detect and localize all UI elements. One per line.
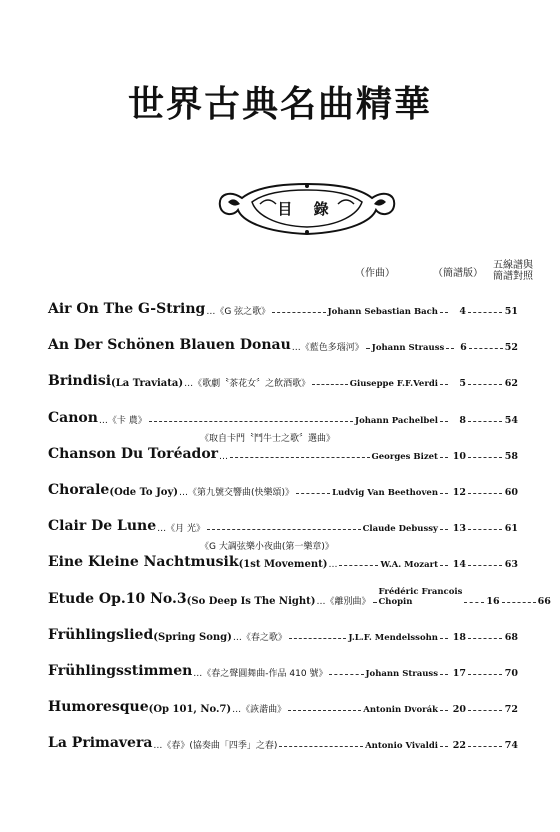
leader-dots: [468, 492, 502, 494]
toc-entry-note: …《第九號交響曲(快樂頌)》: [179, 488, 295, 498]
leader-dots: [440, 420, 448, 422]
leader-dots: [289, 637, 347, 639]
toc-entry-title: Brindisi: [48, 373, 112, 390]
toc-entry: [48, 281, 518, 321]
toc-entry: [48, 353, 518, 393]
leader-dots: [446, 347, 454, 349]
leader-dots: [440, 456, 448, 458]
toc-entry-composer: Antonio Vivaldi: [365, 741, 438, 752]
toc-entry-subtitle: (Ode To Joy): [109, 487, 179, 498]
leader-dots: [296, 492, 330, 494]
contents-heading: 目 錄: [277, 200, 337, 218]
leader-dots: [440, 673, 448, 675]
leader-dots: [440, 745, 448, 747]
leader-dots: [230, 456, 369, 458]
toc-entry-note: …《離別曲》: [316, 596, 371, 607]
toc-entry-title: Humoresque: [48, 699, 149, 716]
leader-dots: [468, 745, 502, 747]
toc-entry-page-jianpu: 16: [486, 595, 500, 607]
toc-entry-composer: Johann Sebastian Bach: [327, 307, 438, 317]
toc-entry-page-staff: 66: [537, 595, 551, 607]
toc-entry-composer: Claude Debussy: [362, 524, 438, 535]
leader-dots: [468, 528, 502, 530]
toc-entry-page-jianpu: 6: [460, 342, 467, 354]
toc-entry: [48, 534, 518, 574]
toc-entry-note: …《卡 農》: [98, 415, 147, 426]
leader-dots: [464, 601, 484, 603]
toc-entry-subtitle: (1st Movement): [238, 559, 328, 571]
toc-entry-page-jianpu: 4: [459, 306, 466, 317]
toc-entry-composer: Johann Pachelbel: [355, 415, 438, 426]
toc-entry-note: …《春》(協奏曲「四季」之春): [153, 741, 278, 752]
toc-entry-title: Frühlingsstimmen: [48, 663, 193, 679]
toc-entry-page-jianpu: 10: [452, 450, 466, 462]
toc-entry-note-above: 《G 大調弦樂小夜曲(第一樂章)》: [200, 542, 334, 553]
toc-entry-note: …《春之歌》: [232, 632, 287, 643]
leader-dots: [339, 564, 378, 566]
toc-entry-composer: Johann Strauss: [365, 669, 438, 679]
toc-entry-title: Chorale: [48, 482, 110, 498]
toc-entry-page-jianpu: 14: [452, 559, 466, 571]
toc-entry: [48, 715, 518, 755]
toc-entry-page-staff: 60: [504, 487, 518, 498]
leader-dots: [279, 745, 363, 747]
leader-dots: [468, 420, 502, 422]
toc-entry-subtitle: (Op 101, No.7): [148, 704, 232, 716]
toc-entry-composer: Ludvig Van Beethoven: [332, 488, 438, 498]
leader-dots: [373, 601, 377, 603]
toc-entry-composer: Georges Bizet: [371, 451, 438, 462]
toc-entry: [48, 390, 518, 430]
leader-dots: [312, 383, 348, 385]
toc-entry-note: …《詼諧曲》: [232, 705, 287, 716]
leader-dots: [440, 637, 448, 639]
toc-entry-composer: Giuseppe F.F.Verdi: [349, 379, 438, 390]
toc-entry-title: Clair De Lune: [48, 518, 157, 535]
leader-dots: [440, 564, 448, 566]
toc-entry-composer: J.L.F. Mendelssohn: [348, 632, 438, 643]
toc-entry-page-staff: 63: [504, 559, 518, 571]
toc-entry-note: …《春之聲圓舞曲-作品 410 號》: [193, 669, 328, 679]
toc-entry: [48, 426, 518, 466]
toc-entry-page-jianpu: 18: [452, 631, 466, 643]
toc-entry-page-jianpu: 17: [452, 668, 466, 679]
leader-dots: [440, 311, 448, 313]
toc-entry-title: An Der Schönen Blauen Donau: [48, 337, 291, 354]
toc-entry-page-staff: 51: [504, 306, 518, 317]
toc-entry-composer: Antonin Dvorák: [363, 705, 438, 716]
toc-entry-subtitle: (Spring Song): [153, 631, 232, 643]
toc-entry-title: Canon: [48, 409, 98, 426]
toc-entry-title: Air On The G-String: [48, 301, 206, 317]
toc-entry-title: Etude Op.10 No.3: [48, 590, 187, 607]
leader-dots: [440, 383, 448, 385]
toc-entry-title: Chanson Du Toréador: [48, 445, 219, 462]
leader-dots: [468, 637, 502, 639]
toc-entry-page-staff: 70: [504, 668, 518, 679]
toc-entry-subtitle: (La Traviata): [111, 378, 184, 390]
staff-column-header: [484, 260, 542, 282]
toc-entry-page-jianpu: 13: [452, 523, 466, 535]
leader-dots: [469, 347, 503, 349]
toc-entry-title: Eine Kleine Nachtmusik: [48, 554, 239, 571]
toc-entry-composer: W.A. Mozart: [380, 560, 438, 571]
toc-entry-composer: Johann Strauss: [371, 343, 445, 354]
toc-entry-note: …《月 光》: [157, 524, 206, 535]
leader-dots: [272, 311, 325, 313]
toc-entry-page-staff: 62: [504, 378, 518, 390]
leader-dots: [440, 709, 448, 711]
toc-entry-page-jianpu: 12: [452, 487, 466, 498]
leader-dots: [288, 709, 361, 711]
leader-dots: [502, 601, 536, 603]
toc-entry: [48, 679, 518, 719]
toc-entry-page-staff: 74: [504, 740, 518, 752]
toc-entry-page-staff: 61: [504, 523, 518, 535]
leader-dots: [366, 347, 370, 349]
toc-entry-note-above: 《取自卡門〝鬥牛士之歌〞選曲》: [200, 433, 336, 444]
toc-entry-subtitle: (So Deep Is The Night): [186, 595, 316, 607]
leader-dots: [207, 528, 361, 530]
toc-entry-page-jianpu: 20: [452, 704, 466, 716]
toc-entry-composer: Frédéric Francois Chopin: [378, 586, 463, 607]
toc-entry-note: …《G 弦之歌》: [206, 307, 271, 317]
toc-entry-page-staff: 58: [504, 450, 518, 462]
leader-dots: [468, 456, 502, 458]
toc-entry-title: Frühlingslied: [48, 626, 154, 643]
leader-dots: [149, 420, 353, 422]
toc-entry-page-staff: 68: [504, 631, 518, 643]
composer-column-header: （作曲）: [355, 268, 395, 279]
staff-header-line1: 五線譜與: [493, 260, 533, 271]
toc-entry: [48, 498, 518, 538]
toc-entry-title: La Primavera: [48, 735, 153, 752]
toc-entry: [48, 571, 551, 611]
toc-entry-page-staff: 54: [504, 414, 518, 426]
book-title: 世界古典名曲精華: [127, 83, 432, 125]
toc-entry-note: …: [219, 451, 229, 462]
toc-entry-note: …《歌劇〝茶花女〞之飲酒歌》: [184, 379, 311, 390]
toc-entry: [48, 607, 518, 647]
toc-entry-page-staff: 52: [504, 342, 518, 354]
leader-dots: [468, 673, 502, 675]
leader-dots: [468, 311, 502, 313]
toc-entry-page-jianpu: 5: [459, 378, 466, 390]
toc-entry-page-jianpu: 22: [452, 740, 466, 752]
contents-badge: [212, 180, 402, 238]
toc-entry-note: …《藍色多瑙河》: [291, 343, 364, 354]
leader-dots: [440, 528, 448, 530]
toc-entry-page-jianpu: 8: [459, 414, 466, 426]
leader-dots: [329, 673, 363, 675]
toc-entry: [48, 643, 518, 683]
jianpu-column-header: （簡譜版）: [433, 268, 483, 279]
leader-dots: [468, 564, 502, 566]
toc-entry-page-staff: 72: [504, 704, 518, 716]
toc-entry-note: …: [328, 560, 338, 571]
leader-dots: [440, 492, 448, 494]
toc-entry: [48, 317, 518, 357]
toc-entry: [48, 462, 518, 502]
leader-dots: [468, 709, 502, 711]
leader-dots: [468, 383, 502, 385]
staff-header-line2: 簡譜對照: [493, 271, 533, 282]
